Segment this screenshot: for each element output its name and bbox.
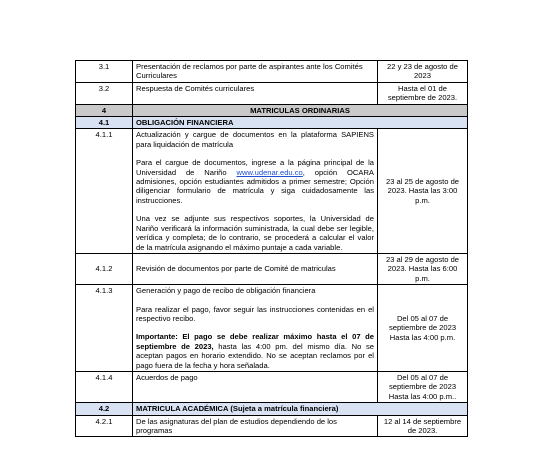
table-row [76,285,468,372]
udenar-link[interactable]: www.udenar.edu.co [236,167,303,177]
item-date: Del 05 al 07 de septiembre de 2023 Hasta las 4:00 p.m.. [378,371,468,402]
description-paragraph: Para realizar el pago, favor seguir las instrucciones contenidas en el respectivo recibo. [136,304,374,323]
description-paragraph [136,158,374,205]
description-paragraph: Generación y pago de recibo de obligación financiera [136,286,316,296]
item-date: Hasta el 01 de septiembre de 2023. [378,82,468,104]
item-description: Revisión de documentos por parte de Comité de matriculas [133,253,378,284]
item-number: 3.1 [76,61,133,83]
paragraph-text: , opción OCARA admisiones, opción estudiantes admitidos a primer semestre; Opción diligenciar formulario de matrícula y siga cuidadosamente las instrucciones. [136,167,374,205]
table-row [76,82,468,104]
paragraph-text: hasta las 4:00 pm. del mismo día. No se aceptan pagos en horario extendido. No se aceptan reclamos por el pago fuera de la fecha y hora señalada. [136,341,374,370]
item-number: 4.2.1 [76,415,133,437]
item-description: De las asignaturas del plan de estudios dependiendo de los programas [133,415,378,437]
paragraph-text: Para el cargue de documentos, ingrese a la página principal de la Universidad de Nariño [136,158,374,177]
item-description [133,129,378,253]
important-notice: Importante: El pago se debe realizar máximo hasta el 07 de septiembre de 2023, [136,332,374,351]
subsection-header-row [76,403,468,415]
item-date: 22 y 23 de agosto de 2023 [378,61,468,83]
section-number: 4 [76,104,133,116]
schedule-table [75,60,468,437]
item-number: 4.1.1 [76,129,133,253]
item-description: Acuerdos de pago [133,371,378,402]
subsection-title: OBLIGACIÓN FINANCIERA [133,117,468,129]
item-number: 3.2 [76,82,133,104]
section-title: MATRICULAS ORDINARIAS [133,104,468,116]
subsection-header-row [76,117,468,129]
item-date: Del 05 al 07 de septiembre de 2023 Hasta las 4:00 p.m. [378,285,468,372]
section-header-row [76,104,468,116]
subsection-number: 4.1 [76,117,133,129]
item-date: 23 al 29 de agosto de 2023. Hasta las 6:00 p.m. [378,253,468,284]
item-description: Respuesta de Comités curriculares [133,82,378,104]
description-paragraph: Una vez se adjunte sus respectivos soportes, la Universidad de Nariño verificará la información suministrada, la cual debe ser legible, verídica y completa; de lo contrario, se procederá a calcular el valor de la matrícula asignando el máximo puntaje a cada variable. [136,214,374,252]
table-row [76,371,468,402]
subsection-title: MATRICULA ACADÉMICA (Sujeta a matrícula financiera) [133,403,468,415]
item-number: 4.1.3 [76,285,133,372]
subsection-number: 4.2 [76,403,133,415]
description-paragraph [136,332,374,370]
description-paragraph: Actualización y cargue de documentos en la plataforma SAPIENS para liquidación de matrícula [136,130,374,149]
table-row [76,61,468,83]
item-description: Presentación de reclamos por parte de aspirantes ante los Comités Curriculares [133,61,378,83]
table-row [76,129,468,253]
table-row [76,253,468,284]
item-date: 12 al 14 de septiembre de 2023. [378,415,468,437]
item-description [133,285,378,372]
item-date: 23 al 25 de agosto de 2023. Hasta las 3:00 p.m. [378,129,468,253]
item-number: 4.1.2 [76,253,133,284]
item-number: 4.1.4 [76,371,133,402]
table-row [76,415,468,437]
